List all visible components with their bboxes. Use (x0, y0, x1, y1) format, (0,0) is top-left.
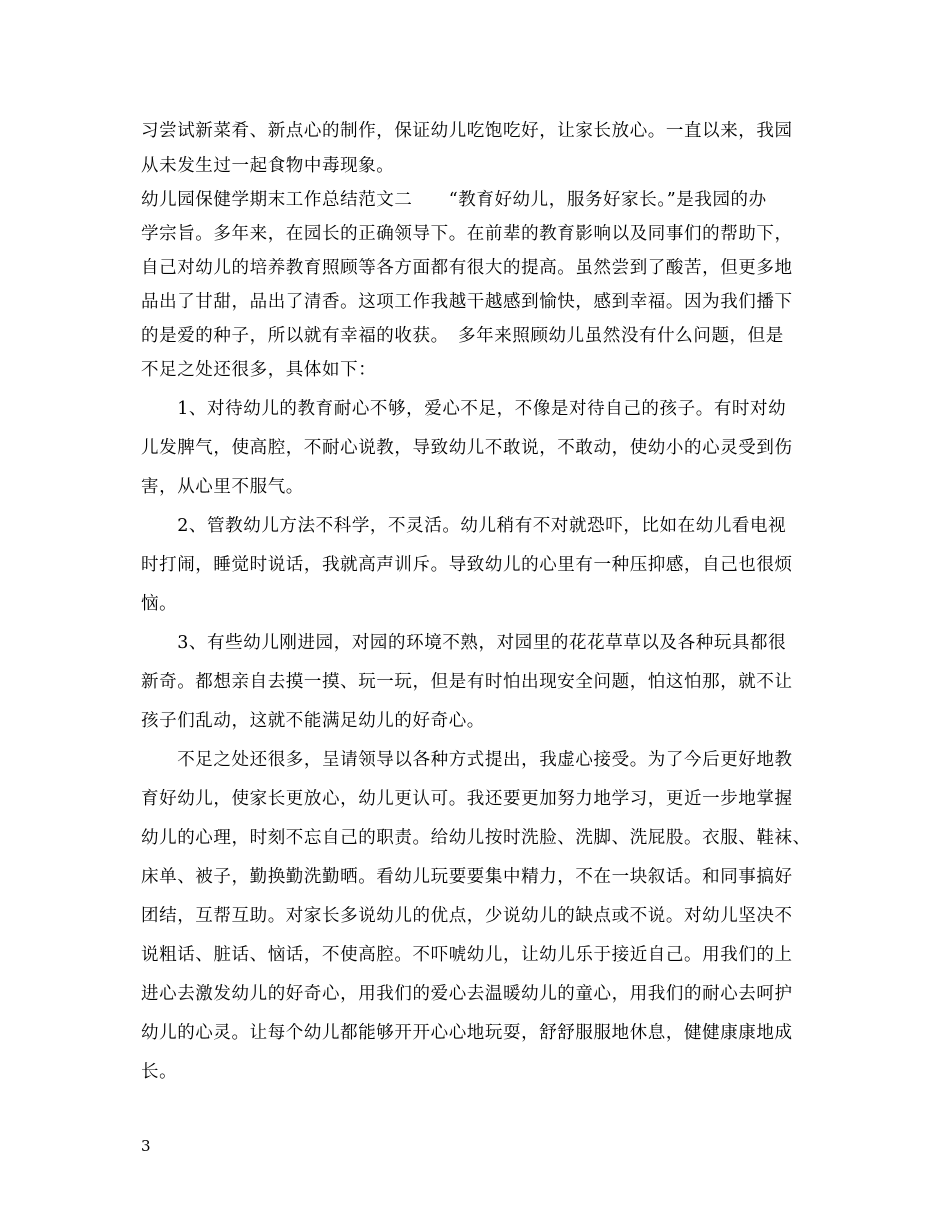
text-line: 3、有些幼儿刚进园，对园的环境不熟，对园里的花花草草以及各种玩具都很 (141, 633, 787, 653)
text-line: 从未发生过一起食物中毒现象。 (141, 156, 395, 176)
text-line: 育好幼儿，使家长更放心，幼儿更认可。我还要更加努力地学习，更近一步地掌握 (141, 789, 793, 809)
text-line: 说粗话、脏话、恼话，不使高腔。不吓唬幼儿，让幼儿乐于接近自己。用我们的上 (141, 945, 793, 965)
text-line: 团结，互帮互助。对家长多说幼儿的优点，少说幼儿的缺点或不说。对幼儿坚决不 (141, 906, 793, 926)
text-line: 孩子们乱动，这就不能满足幼儿的好奇心。 (141, 711, 485, 731)
text-line: 床单、被子，勤换勤洗勤晒。看幼儿玩要要集中精力，不在一块叙话。和同事搞好 (141, 867, 793, 887)
text-line: 幼儿园保健学期末工作总结范文二 “教育好幼儿，服务好家长。”是我园的办 (141, 190, 767, 210)
text-line: 不足之处还很多，呈请领导以各种方式提出，我虚心接受。为了今后更好地教 (141, 750, 793, 770)
text-line: 儿发脾气，使高腔，不耐心说教，导致幼儿不敢说，不敢动，使幼小的心灵受到伤 (141, 438, 793, 458)
text-line: 进心去激发幼儿的好奇心，用我们的爱心去温暖幼儿的童心，用我们的耐心去呵护 (141, 984, 793, 1004)
text-line: 幼儿的心理，时刻不忘自己的职责。给幼儿按时洗脸、洗脚、洗屁股。衣服、鞋袜、 (141, 828, 811, 848)
text-line: 2、管教幼儿方法不科学，不灵活。幼儿稍有不对就恐吓，比如在幼儿看电视 (141, 516, 787, 536)
text-line: 恼。 (141, 594, 178, 614)
text-line: 1、对待幼儿的教育耐心不够，爱心不足，不像是对待自己的孩子。有时对幼 (141, 399, 787, 419)
text-line: 品出了甘甜，品出了清香。这项工作我越干越感到愉快，感到幸福。因为我们播下 (141, 292, 793, 312)
page-number: 3 (141, 1137, 151, 1155)
text-line: 害，从心里不服气。 (141, 477, 304, 497)
text-line: 新奇。都想亲自去摸一摸、玩一玩，但是有时怕出现安全问题，怕这怕那，就不让 (141, 672, 793, 692)
text-line: 习尝试新菜肴、新点心的制作，保证幼儿吃饱吃好，让家长放心。一直以来，我园 (141, 121, 793, 141)
text-line: 自己对幼儿的培养教育照顾等各方面都有很大的提高。虽然尝到了酸苦，但更多地 (141, 258, 793, 278)
text-line: 学宗旨。多年来，在园长的正确领导下。在前辈的教育影响以及同事们的帮助下， (141, 224, 793, 244)
text-line: 幼儿的心灵。让每个幼儿都能够开开心心地玩耍，舒舒服服地休息，健健康康地成 (141, 1023, 793, 1043)
text-line: 不足之处还很多，具体如下： (141, 360, 377, 380)
text-line: 时打闹，睡觉时说话，我就高声训斥。导致幼儿的心里有一种压抑感，自己也很烦 (141, 555, 793, 575)
text-line: 的是爱的种子，所以就有幸福的收获。 多年来照顾幼儿虽然没有什么问题，但是 (141, 326, 784, 346)
text-line: 长。 (141, 1062, 178, 1082)
